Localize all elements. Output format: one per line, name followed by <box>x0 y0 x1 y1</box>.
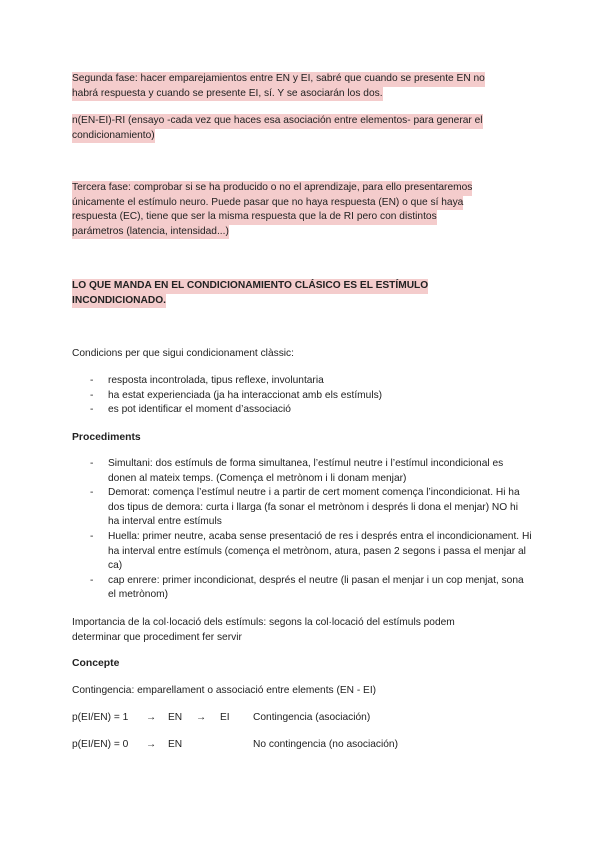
list-item-text: Demorat: comença l’estímul neutre i a partir de cert moment comença l’incondicionat. Hi ha dos tipus de demora: curta i llarga (fa sonar el metrònom i després li dona el menjar) NO hi ha interval entre estímuls <box>108 487 520 528</box>
term: EN <box>168 712 183 723</box>
phase3-line-3: respuesta (EC), tiene que ser la misma respuesta que la de RI pero con distintos <box>72 210 437 225</box>
phase2-paragraph <box>72 72 532 101</box>
list-item-text: ha estat experienciada (ja ha interaccionat amb els estímuls) <box>108 389 383 401</box>
phase3-paragraph <box>72 181 532 239</box>
dash-bullet: - <box>90 389 94 401</box>
formula: p(EI/EN) = 0 <box>72 739 129 750</box>
arrow-icon: → <box>196 712 207 723</box>
list-item <box>72 457 532 486</box>
trial-line-1: n(EN-EI)-RI (ensayo -cada vez que haces esa asociación entre elementos- para generar el <box>72 114 483 129</box>
procedures-list <box>72 457 532 603</box>
list-item-text: es pot identificar el moment d’associació <box>108 404 291 416</box>
list-item-text: Huella: primer neutre, acaba sense presentació de res i després entra el incondicionament. Hi ha interval entre estímuls (comença el metrònom, atura, pasen 2 segons i passa el menjar al ca) <box>108 530 532 572</box>
meaning: Contingencia (asociación) <box>253 712 371 723</box>
key-statement-line-1: LO QUE MANDA EN EL CONDICIONAMIENTO CLÁSICO ES EL ESTÍMULO <box>72 279 428 294</box>
list-item-text: cap enrere: primer incondicionat, després el neutre (li pasan el menjar i un cop menjat, sona el metrònom) <box>108 574 524 601</box>
dash-bullet: - <box>90 574 94 586</box>
key-statement-line-2: INCONDICIONADO. <box>72 294 166 309</box>
importance-line-1: Importancia de la col·locació dels estímuls: segons la col·locació del estímuls podem <box>72 617 455 628</box>
list-item <box>72 486 532 530</box>
phase2-line-1: Segunda fase: hacer emparejamientos entre EN y EI, sabré que cuando se presente EN no <box>72 72 485 87</box>
contingency-definition: Contingencia: emparellament o associació entre elements (EN - EI) <box>72 685 377 696</box>
list-item <box>72 389 512 404</box>
trial-paragraph <box>72 114 532 143</box>
list-item-text: resposta incontrolada, tipus reflexe, involuntaria <box>108 375 324 386</box>
list-item <box>72 574 532 603</box>
meaning: No contingencia (no asociación) <box>253 739 398 750</box>
concept-heading: Concepte <box>72 658 120 669</box>
trial-line-2: condicionamiento) <box>72 129 155 144</box>
arrow-icon: → <box>146 739 157 750</box>
phase3-line-1: Tercera fase: comprobar si se ha producido o no el aprendizaje, para ello presentaremos <box>72 181 472 196</box>
importance-paragraph <box>72 616 532 645</box>
list-item <box>72 403 512 418</box>
conditions-intro: Condicions per que sigui condicionament clàssic: <box>72 348 294 359</box>
procedures-heading: Procediments <box>72 432 141 443</box>
list-item <box>72 374 512 389</box>
term: EN <box>168 739 183 750</box>
list-item-text: Simultani: dos estímuls de forma simultanea, l’estímul neutre i l’estímul incondicional es donen al mateix temps. (Comença el metrònom i li donam menjar) <box>108 458 504 484</box>
key-statement <box>72 279 532 308</box>
arrow-icon: → <box>146 712 157 723</box>
dash-bullet: - <box>90 404 94 416</box>
phase2-line-2: habrá respuesta y cuando se presente EI, sí. Y se asociarán los dos. <box>72 87 383 102</box>
dash-bullet: - <box>90 487 94 499</box>
importance-line-2: determinar que procediment fer servir <box>72 631 242 643</box>
term: EI <box>220 712 230 723</box>
phase3-line-2: únicamente el estímulo neuro. Puede pasar que no haya respuesta (EN) o que sí haya <box>72 196 463 211</box>
dash-bullet: - <box>90 458 94 469</box>
dash-bullet: - <box>90 375 94 386</box>
list-item <box>72 530 532 574</box>
conditions-list <box>72 374 512 418</box>
phase3-line-4: parámetros (latencia, intensidad...) <box>72 225 229 240</box>
dash-bullet: - <box>90 530 94 542</box>
formula: p(EI/EN) = 1 <box>72 712 129 723</box>
